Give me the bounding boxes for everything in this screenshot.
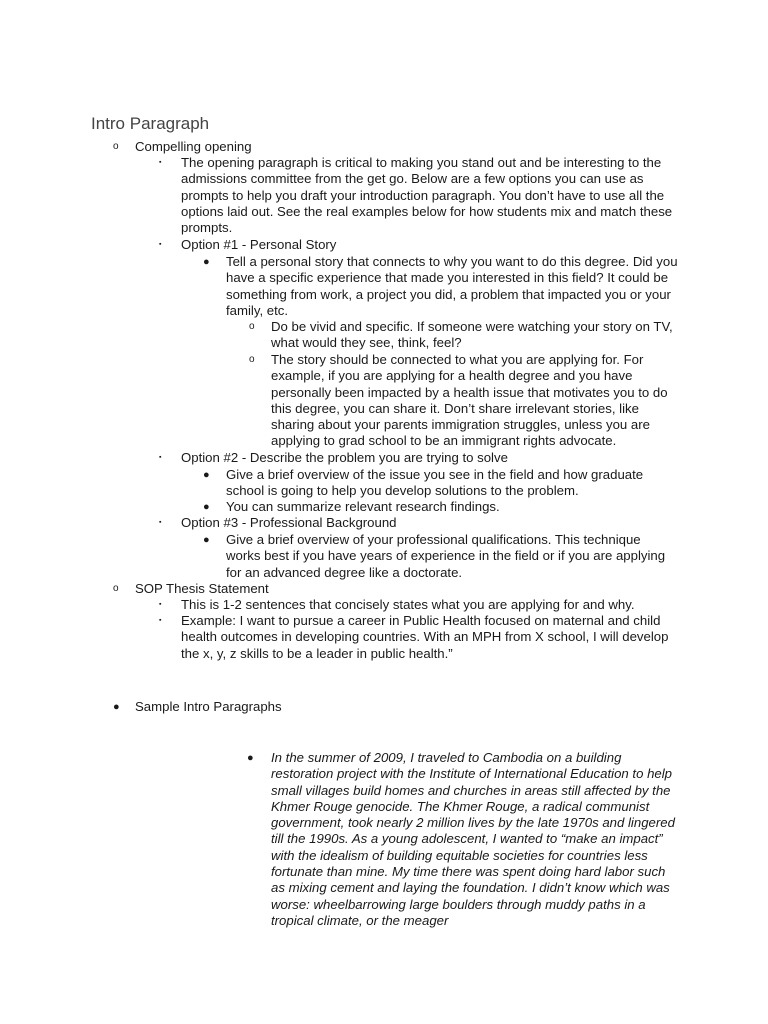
outline-item-option-1: Option #1 - Personal Story — [181, 237, 337, 252]
outline-item-sop-text-1: This is 1-2 sentences that concisely states what you are applying for and why. — [181, 597, 635, 612]
sample-intro-paragraph: In the summer of 2009, I traveled to Cambodia on a building restoration project with the Institute of International Education to help small villages build homes and churches in areas still affected by the Khmer Rouge genocide. The Khmer Rouge, a radical communist government, took nearly 2 million lives by the late 1970s and lingered till the 1990s. As a young adolescent, I wanted to “make an impact” with the idealism of building equitable societies for countries less fortunate than mine. My time there was spent doing hard labor such as mixing cement and laying the foundation. I didn’t know which was worse: wheelbarrowing large boulders through muddy paths in a tropical climate, or the meager — [271, 750, 675, 928]
square-bullet-icon: ▪ — [159, 454, 162, 461]
page-title: Intro Paragraph — [91, 114, 210, 133]
outline-item-sop-thesis: SOP Thesis Statement — [135, 581, 269, 596]
outline-item-sop-text-2: Example: I want to pursue a career in Public Health focused on maternal and child health outcomes in developing countries. With an MPH from X school, I will develop the x, y, z skills to be a leader in public health.” — [181, 613, 669, 661]
outline-item-option-2-text-2: You can summarize relevant research findings. — [226, 499, 500, 514]
dot-bullet-icon: ● — [247, 752, 254, 764]
square-bullet-icon: ▪ — [159, 519, 162, 526]
circle-bullet-icon: o — [113, 583, 119, 594]
outline-item-option-1-sub-2: The story should be connected to what you are applying for. For example, if you are applying for a health degree and you have personally been impacted by a health issue that motivates you to do this degree, you can share it. Don’t share irrelevant stories, like sharing about your parents immigration struggles, unless you are applying to grad school to be an immigrant rights advocate. — [271, 352, 668, 449]
outline-item-opening-paragraph: The opening paragraph is critical to making you stand out and be interesting to the admissions committee from the get go. Below are a few options you can use as prompts to help you draft your introduction paragraph. You don’t have to use all the options laid out. See the real examples below for how students mix and match these prompts. — [181, 155, 673, 236]
outline-item-sample-heading: Sample Intro Paragraphs — [135, 699, 282, 714]
circle-bullet-icon: o — [249, 321, 255, 332]
square-bullet-icon: ▪ — [159, 159, 162, 166]
dot-bullet-icon: ● — [113, 701, 120, 713]
circle-bullet-icon: o — [249, 354, 255, 365]
outline-item-option-2-text-1: Give a brief overview of the issue you see in the field and how graduate school is going to help you develop solutions to the problem. — [226, 467, 644, 499]
outline-item-option-1-text: Tell a personal story that connects to why you want to do this degree. Did you have a specific experience that made you interested in this field? It could be something from work, a project you did, a problem that impacted you or your family, etc. — [226, 254, 678, 318]
outline-item-option-3: Option #3 - Professional Background — [181, 515, 397, 530]
dot-bullet-icon: ● — [203, 469, 210, 481]
circle-bullet-icon: o — [113, 141, 119, 152]
square-bullet-icon: ▪ — [159, 241, 162, 248]
dot-bullet-icon: ● — [203, 256, 210, 268]
square-bullet-icon: ▪ — [159, 601, 162, 608]
dot-bullet-icon: ● — [203, 534, 210, 546]
outline-item-compelling-opening: Compelling opening — [135, 139, 252, 154]
outline-item-option-3-text: Give a brief overview of your professional qualifications. This technique works best if you have years of experience in the field or if you are applying for an advanced degree like a doctorate. — [226, 532, 666, 580]
dot-bullet-icon: ● — [203, 501, 210, 513]
outline-item-option-1-sub-1: Do be vivid and specific. If someone were watching your story on TV, what would they see, think, feel? — [271, 319, 673, 351]
square-bullet-icon: ▪ — [159, 617, 162, 624]
outline-item-option-2: Option #2 - Describe the problem you are trying to solve — [181, 450, 508, 465]
